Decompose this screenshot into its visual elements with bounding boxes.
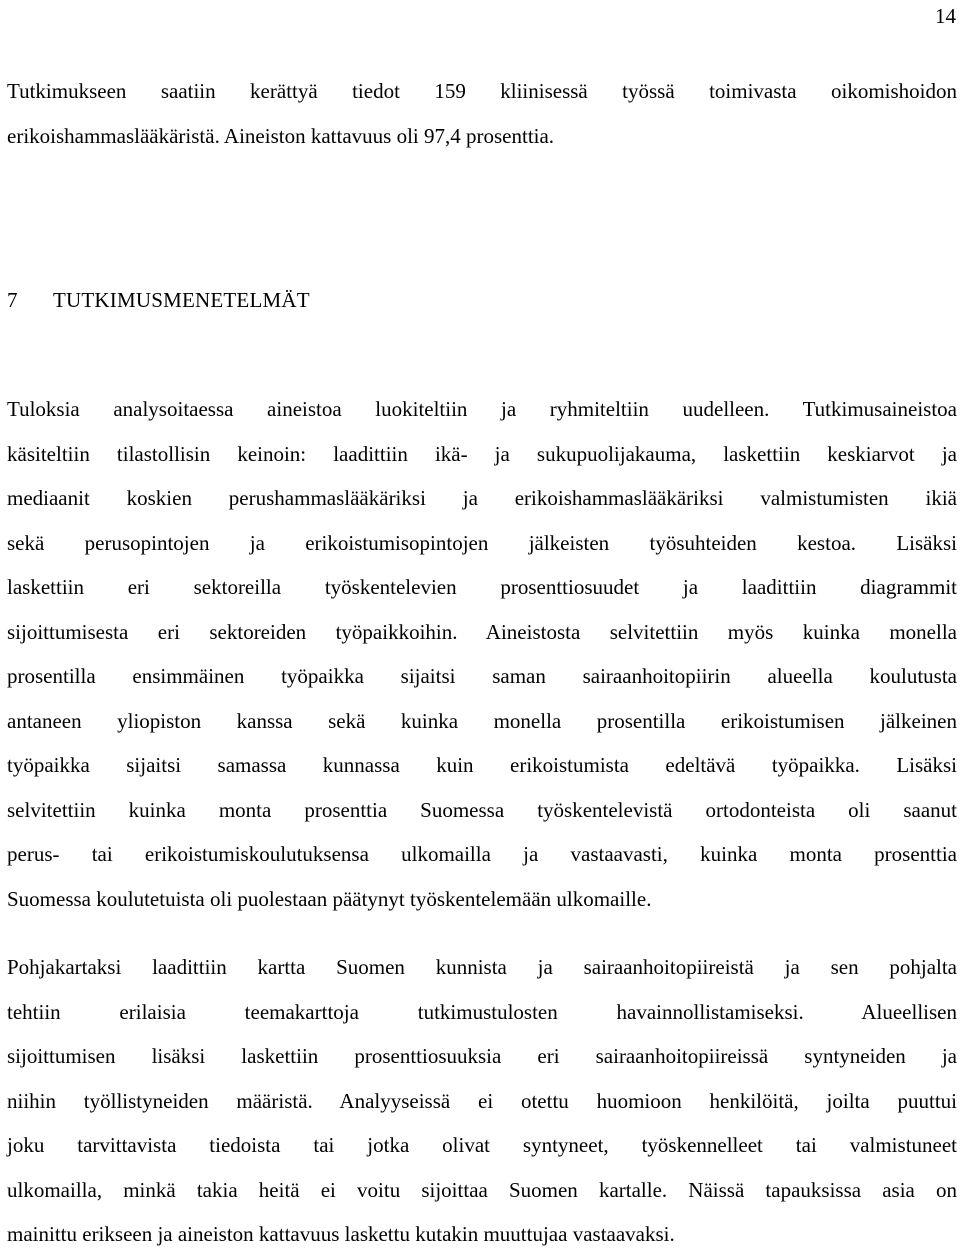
methods-paragraph — [7, 387, 957, 921]
paragraph-line: käsiteltiin tilastollisin keinoin: laadittiin ikä- ja sukupuolijakauma, laskettiin keskiarvot ja — [7, 441, 957, 466]
paragraph-line: Suomessa koulutetuista oli puolestaan päätynyt työskentelemään ulkomaille. — [7, 886, 652, 911]
paragraph-line: sekä perusopintojen ja erikoistumisopintojen jälkeisten työsuhteiden kestoa. Lisäksi — [7, 530, 957, 555]
paragraph-line: mainittu erikseen ja aineiston kattavuus laskettu kutakin muuttujaa vastaavaksi. — [7, 1222, 675, 1246]
paragraph-line: niihin työllistyneiden määristä. Analyyseissä ei otettu huomioon henkilöitä, joilta puuttui — [7, 1088, 957, 1113]
paragraph-line: Tuloksia analysoitaessa aineistoa luokiteltiin ja ryhmiteltiin uudelleen. Tutkimusaineistoa — [7, 397, 957, 421]
paragraph-line: mediaanit koskien perushammaslääkäriksi ja erikoishammaslääkäriksi valmistumisten ikiä — [7, 486, 957, 510]
paragraph-line: tehtiin erilaisia teemakarttoja tutkimustulosten havainnollistamiseksi. Alueellisen — [7, 999, 957, 1024]
paragraph-line: sijoittumisen lisäksi laskettiin prosenttiosuuksia eri sairaanhoitopiireissä syntyneiden ja — [7, 1044, 957, 1068]
paragraph-line: laskettiin eri sektoreilla työskentelevien prosenttiosuudet ja laadittiin diagrammit — [7, 575, 957, 599]
paragraph-line: joku tarvittavista tiedoista tai jotka olivat syntyneet, työskennelleet tai valmistuneet — [7, 1133, 957, 1157]
paragraph-line: antaneen yliopiston kanssa sekä kuinka monella prosentilla erikoistumisen jälkeinen — [7, 708, 957, 733]
paragraph-line: selvitettiin kuinka monta prosenttia Suomessa työskentelevistä ortodonteista oli saanut — [7, 797, 957, 822]
paragraph-line: ulkomailla, minkä takia heitä ei voitu sijoittaa Suomen kartalle. Näissä tapauksissa asia on — [7, 1177, 957, 1202]
section-heading — [7, 285, 310, 315]
paragraph-line: Tutkimukseen saatiin kerättyä tiedot 159 kliinisessä työssä toimivasta oikomishoidon — [7, 79, 957, 103]
paragraph-line: työpaikka sijaitsi samassa kunnassa kuin erikoistumista edeltävä työpaikka. Lisäksi — [7, 753, 957, 777]
paragraph-line: erikoishammaslääkäristä. Aineiston kattavuus oli 97,4 prosenttia. — [7, 123, 555, 148]
intro-paragraph — [7, 69, 957, 158]
maps-paragraph — [7, 945, 957, 1257]
page-number: 14 — [935, 4, 956, 28]
paragraph-line: prosentilla ensimmäinen työpaikka sijaitsi saman sairaanhoitopiirin alueella koulutusta — [7, 664, 957, 688]
paragraph-line: Pohjakartaksi laadittiin kartta Suomen kunnista ja sairaanhoitopiireistä ja sen pohjalta — [7, 955, 957, 979]
paragraph-line: perus- tai erikoistumiskoulutuksensa ulkomailla ja vastaavasti, kuinka monta prosenttia — [7, 842, 957, 866]
section-title: TUTKIMUSMENETELMÄT — [53, 288, 310, 312]
paragraph-line: sijoittumisesta eri sektoreiden työpaikkoihin. Aineistosta selvitettiin myös kuinka monella — [7, 619, 957, 644]
section-number: 7 — [7, 288, 18, 312]
